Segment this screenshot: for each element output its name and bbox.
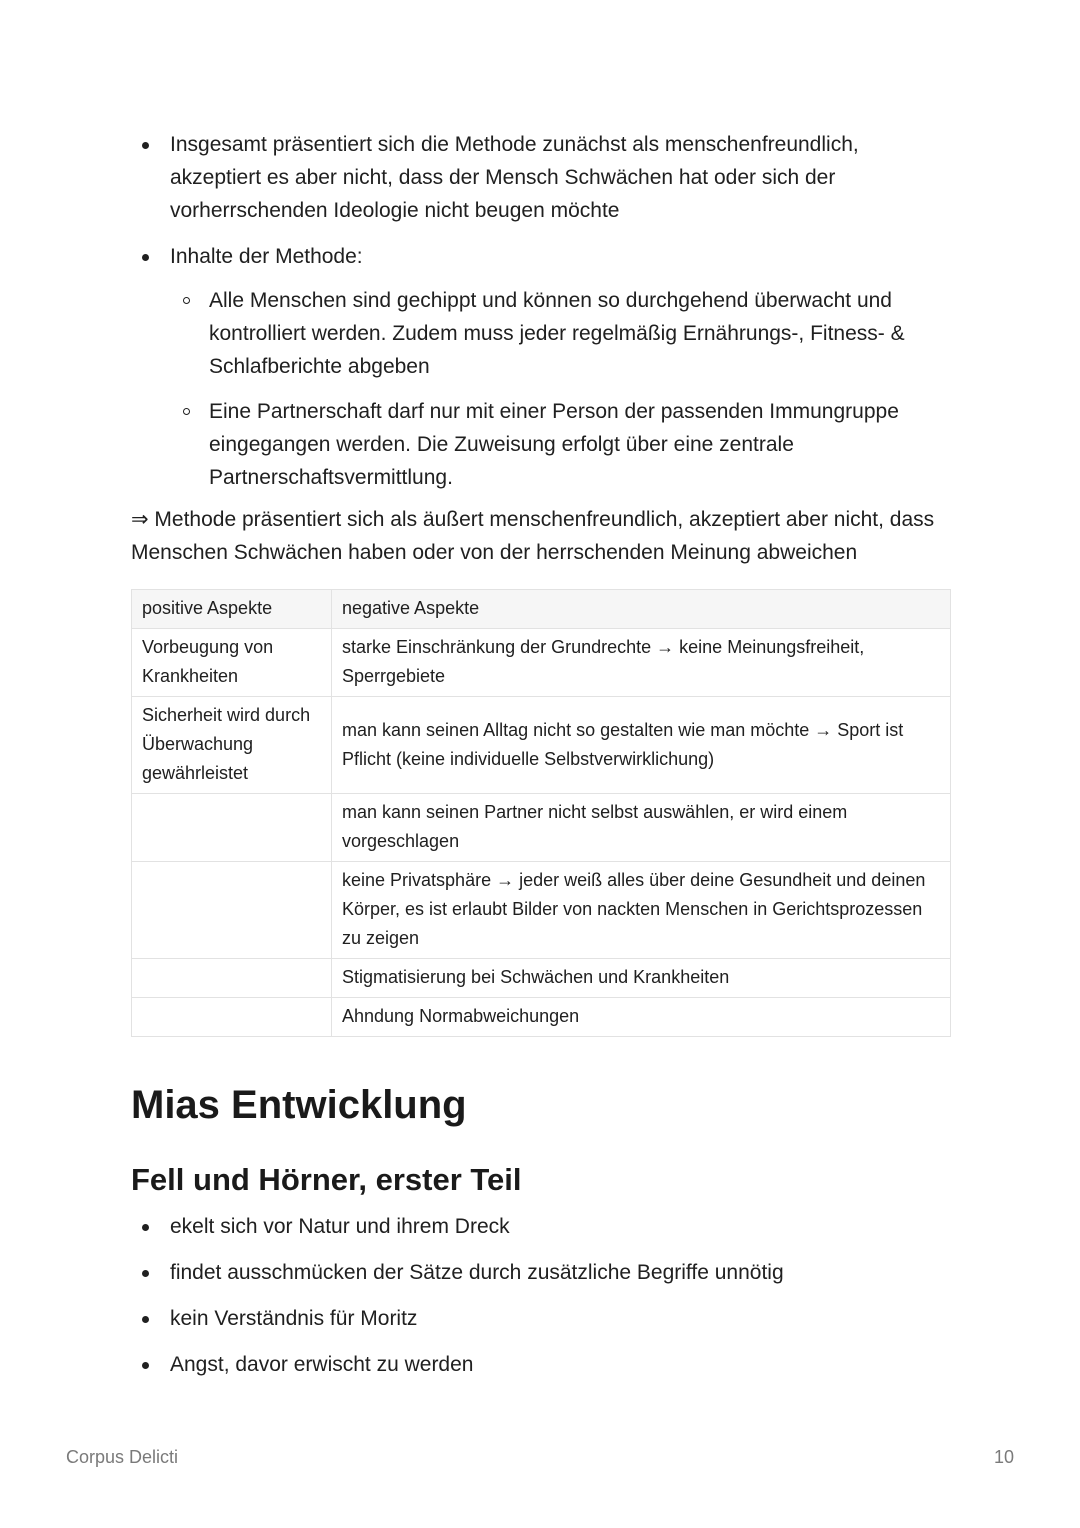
circle-bullet-icon [183,297,190,304]
list-item [131,128,951,227]
section-heading: Mias Entwicklung [131,1083,467,1127]
table-row [132,959,951,998]
table-cell-negative: starke Einschränkung der Grundrechte → keine Meinungsfreiheit, Sperrgebiete [332,629,951,697]
table-row [132,862,951,959]
aspects-table [131,589,951,1037]
methode-list [131,128,951,494]
list-item-text: ekelt sich vor Natur und ihrem Dreck [170,1215,510,1238]
bullet-icon [142,1270,149,1277]
bullet-icon [142,1362,149,1369]
circle-bullet-icon [183,408,190,415]
sublist-item-text: Alle Menschen sind gechippt und können so durchgehend überwacht und kontrolliert werden. Zudem muss jeder regelmäßig Ernährungs-, Fitness- & Schlafberichte abgeben [209,289,905,378]
subsection-heading: Fell und Hörner, erster Teil [131,1162,522,1197]
table-cell-positive: Vorbeugung von Krankheiten [132,629,332,697]
table-cell-negative: keine Privatsphäre → jeder weiß alles über deine Gesundheit und deinen Körper, es ist erlaubt Bilder von nackten Menschen in Gerichtsprozessen zu zeigen [332,862,951,959]
table-cell-negative: man kann seinen Partner nicht selbst auswählen, er wird einem vorgeschlagen [332,794,951,862]
table-row [132,998,951,1037]
conclusion-paragraph: ⇒ Methode präsentiert sich als äußert menschenfreundlich, akzeptiert aber nicht, dass Menschen Schwächen haben oder von der herrschenden Meinung abweichen [131,508,935,564]
list-item-text: kein Verständnis für Moritz [170,1307,418,1330]
table-cell-positive [132,959,332,998]
bullet-icon [142,1224,149,1231]
mia-points-list [131,1210,951,1381]
page-number: 10 [993,1447,1014,1467]
header-negative: negative Aspekte [332,590,951,629]
sublist-item [170,284,951,383]
table-row [132,629,951,697]
list-item-text: Angst, davor erwischt zu werden [170,1353,474,1376]
sublist-item-text: Eine Partnerschaft darf nur mit einer Person der passenden Immungruppe eingegangen werden. Die Zuweisung erfolgt über eine zentrale Partnerschaftsvermittlung. [209,400,899,489]
sublist-item [170,395,951,494]
list-item [131,1256,951,1289]
list-item [131,1210,951,1243]
list-item-text: findet ausschmücken der Sätze durch zusätzliche Begriffe unnötig [170,1261,784,1284]
table-cell-positive [132,862,332,959]
bullet-icon [142,254,149,261]
bullet-icon [142,142,149,149]
table-header-row [132,590,951,629]
list-item [131,240,951,494]
methode-summary: Insgesamt präsentiert sich die Methode zunächst als menschenfreundlich, akzeptiert es aber nicht, dass der Mensch Schwächen hat oder sich der vorherrschenden Ideologie nicht beugen möchte [170,133,859,222]
header-positive: positive Aspekte [132,590,332,629]
bullet-icon [142,1316,149,1323]
table-cell-negative: man kann seinen Alltag nicht so gestalten wie man möchte → Sport ist Pflicht (keine individuelle Selbstverwirklichung) [332,697,951,794]
table-cell-negative: Ahndung Normabweichungen [332,998,951,1037]
list-item [131,1302,951,1335]
table-cell-positive [132,998,332,1037]
list-item [131,1348,951,1381]
table-row [132,697,951,794]
page-content [131,128,951,1394]
table-cell-negative: Stigmatisierung bei Schwächen und Krankheiten [332,959,951,998]
table-row [132,794,951,862]
footer-title: Corpus Delicti [66,1447,179,1467]
table-cell-positive [132,794,332,862]
table-cell-positive: Sicherheit wird durch Überwachung gewährleistet [132,697,332,794]
methode-contents-label: Inhalte der Methode: [170,245,363,268]
methode-sublist [170,284,951,494]
